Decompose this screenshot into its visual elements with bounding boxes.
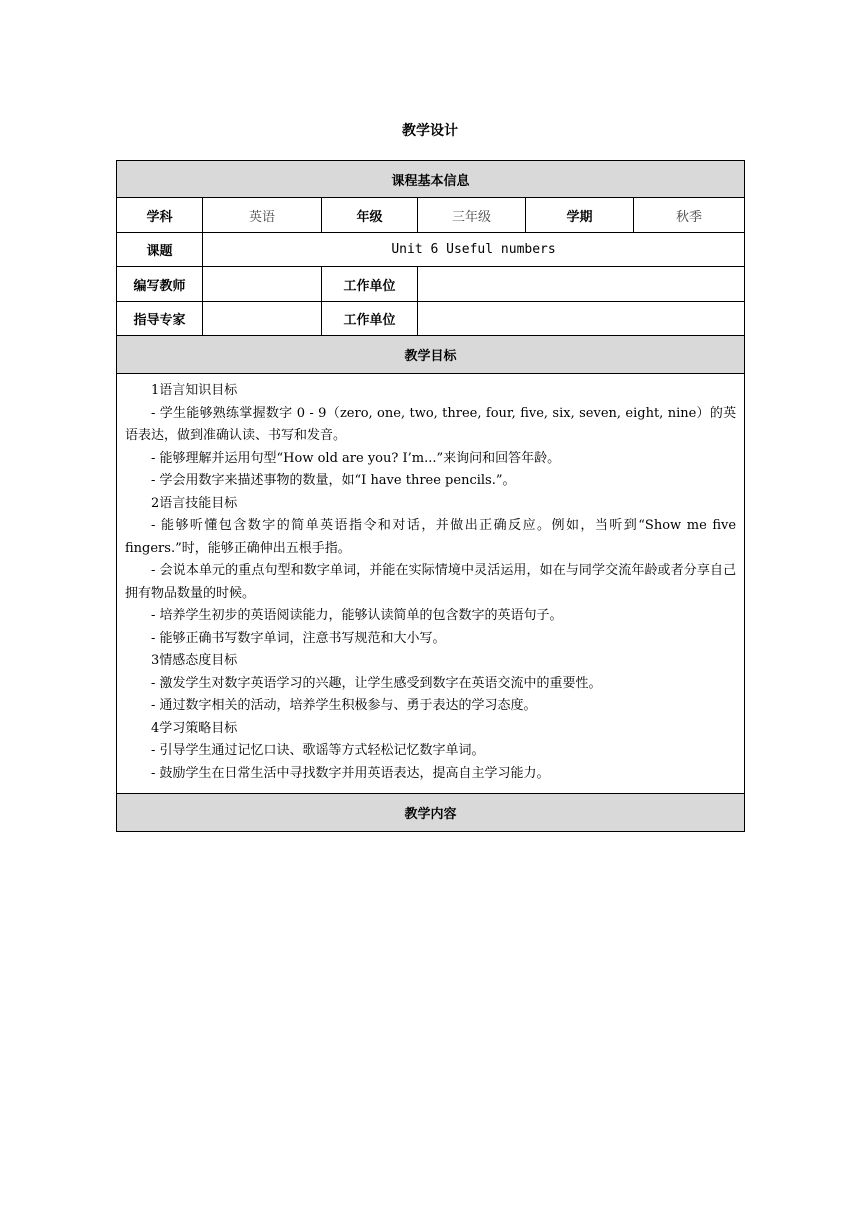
objective-line: - 学会用数字来描述事物的数量，如“I have three pencils.”。 xyxy=(151,473,516,488)
teacher-unit-value xyxy=(418,267,745,302)
objective-line: 4学习策略目标 xyxy=(151,720,238,736)
teacher-value xyxy=(203,267,322,302)
objective-line: - 能够正确书写数字单词，注意书写规范和大小写。 xyxy=(151,630,446,646)
objectives-body xyxy=(117,374,745,794)
objective-line: - 能够理解并运用句型“How old are you? I’m...”来询问和回答年龄。 xyxy=(151,450,561,466)
objective-line: 2语言技能目标 xyxy=(151,495,238,511)
grade-value: 三年级 xyxy=(418,198,526,233)
objective-line: - 学生能够熟练掌握数字 0 - 9（zero, one, two, three, four, five, six, seven, eight, nine）的英语表达，做到准确认读、书写和发音。 xyxy=(125,405,737,443)
subject-label: 学科 xyxy=(117,198,203,233)
topic-value: Unit 6 Useful numbers xyxy=(203,233,745,267)
expert-label: 指导专家 xyxy=(117,302,203,336)
course-info-header-row xyxy=(117,161,745,198)
topic-label: 课题 xyxy=(117,233,203,267)
objective-line: - 鼓励学生在日常生活中寻找数字并用英语表达，提高自主学习能力。 xyxy=(151,765,550,781)
teacher-label: 编写教师 xyxy=(117,267,203,302)
expert-unit-value xyxy=(418,302,745,336)
expert-value xyxy=(203,302,322,336)
objective-line: - 通过数字相关的活动，培养学生积极参与、勇于表达的学习态度。 xyxy=(151,698,537,713)
expert-row xyxy=(117,302,745,336)
teacher-unit-label: 工作单位 xyxy=(322,267,418,302)
teacher-row xyxy=(117,267,745,302)
term-label: 学期 xyxy=(526,198,634,233)
objective-line: - 培养学生初步的英语阅读能力，能够认读简单的包含数字的英语句子。 xyxy=(151,608,563,623)
term-value: 秋季 xyxy=(634,198,745,233)
content-header-row xyxy=(117,794,745,832)
objective-line: - 引导学生通过记忆口诀、歌谣等方式轻松记忆数字单词。 xyxy=(151,743,485,758)
document-title: 教学设计 xyxy=(402,123,458,139)
grade-label: 年级 xyxy=(322,198,418,233)
objective-line: - 能够听懂包含数字的简单英语指令和对话，并做出正确反应。例如，当听到“Show me five fingers.”时，能够正确伸出五根手指。 xyxy=(125,518,737,556)
objectives-section-title: 教学目标 xyxy=(117,336,745,374)
subject-grade-term-row xyxy=(117,198,745,233)
objective-line: - 激发学生对数字英语学习的兴趣，让学生感受到数字在英语交流中的重要性。 xyxy=(151,675,602,691)
subject-value: 英语 xyxy=(203,198,322,233)
objectives-header-row xyxy=(117,336,745,374)
objective-line: 3情感态度目标 xyxy=(151,653,238,668)
objective-line: - 会说本单元的重点句型和数字单词，并能在实际情境中灵活运用，如在与同学交流年龄或者分享自己拥有物品数量的时候。 xyxy=(125,563,737,601)
lesson-design-table xyxy=(116,160,745,832)
course-info-section-title: 课程基本信息 xyxy=(117,161,745,198)
objectives-body-row xyxy=(117,374,745,794)
expert-unit-label: 工作单位 xyxy=(322,302,418,336)
topic-row xyxy=(117,233,745,267)
content-section-title: 教学内容 xyxy=(117,794,745,832)
objective-line: 1语言知识目标 xyxy=(151,383,238,398)
